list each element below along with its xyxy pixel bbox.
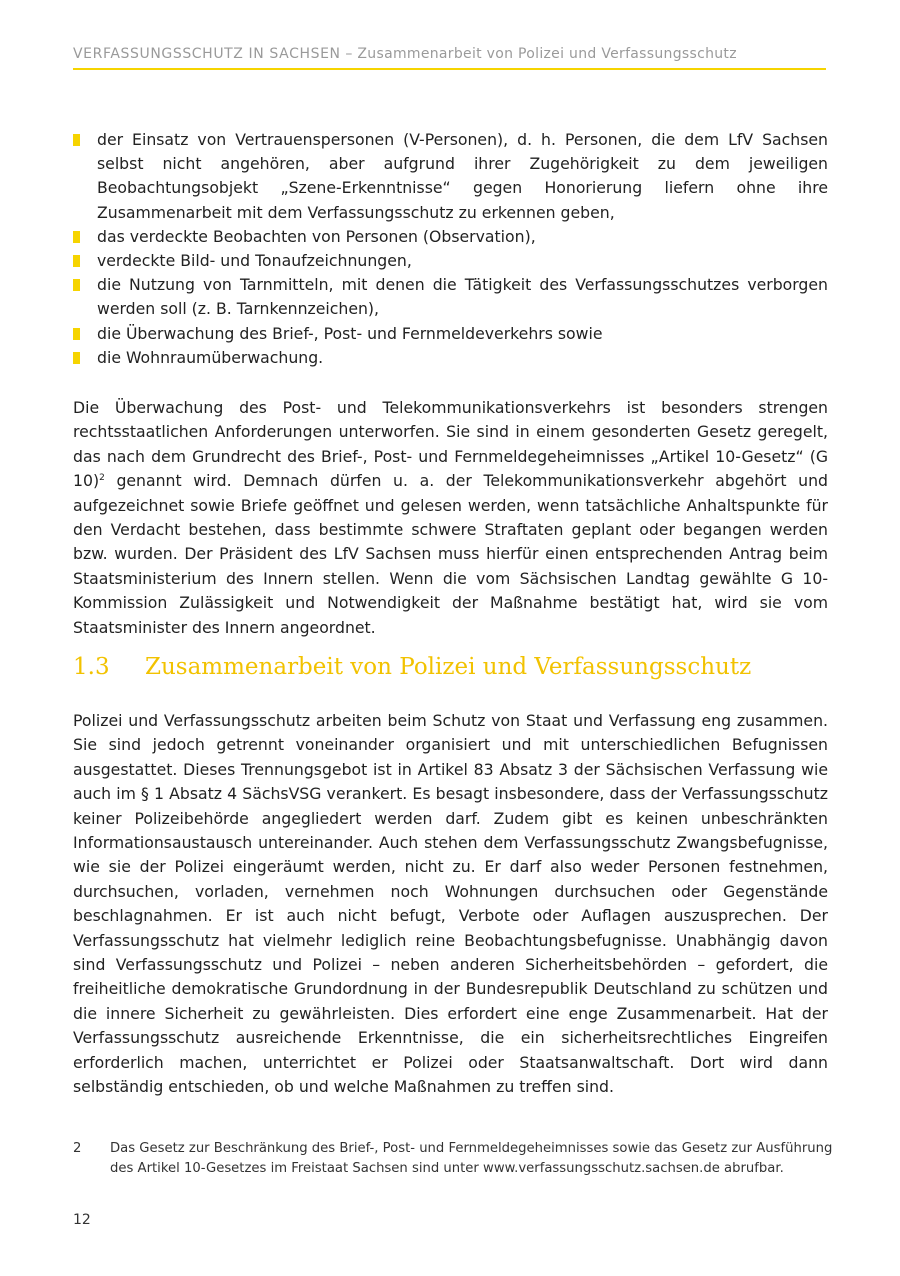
list-item [73, 128, 828, 225]
header-separator: – [340, 46, 358, 62]
running-header [73, 46, 826, 70]
section-number: 1.3 [73, 654, 110, 680]
bullet-marker-icon [73, 231, 80, 243]
footnote-reference: 2 [99, 473, 105, 484]
list-item-text: verdeckte Bild- und Tonaufzeichnungen, [97, 251, 412, 271]
header-chapter: Zusammenarbeit von Polizei und Verfassungsschutz [357, 46, 737, 62]
bullet-marker-icon [73, 255, 80, 267]
section-title: Zusammenarbeit von Polizei und Verfassungsschutz [145, 654, 752, 680]
list-item [73, 346, 828, 370]
page-number: 12 [73, 1212, 91, 1228]
bullet-marker-icon [73, 134, 80, 146]
footnote [73, 1139, 833, 1179]
footnote-text: Das Gesetz zur Beschränkung des Brief-, Post- und Fernmeldegeheimnisses sowie das Gesetz zur Ausführung des Artikel 10-Gesetzes im Freistaat Sachsen sind unter www.verfassungsschutz.sachsen.de abrufbar. [110, 1141, 833, 1176]
section-heading [73, 654, 751, 680]
list-item [73, 225, 828, 249]
bullet-marker-icon [73, 352, 80, 364]
list-item-text: der Einsatz von Vertrauenspersonen (V-Personen), d. h. Personen, die dem LfV Sachsen selbst nicht angehören, aber aufgrund ihrer Zugehörigkeit zu dem jeweiligen Beobachtungsobjekt „Szene-Erkenntnisse“ gegen Honorierung liefern ohne ihre Zusammenarbeit mit dem Verfassungsschutz zu erkennen geben, [97, 130, 828, 222]
measures-list [73, 128, 828, 370]
list-item [73, 273, 828, 321]
paragraph-cooperation: Polizei und Verfassungsschutz arbeiten beim Schutz von Staat und Verfassung eng zusammen. Sie sind jedoch getrennt voneinander organisiert und mit unterschiedlichen Befugnissen ausgestattet. Dieses Trennungsgebot ist in Artikel 83 Absatz 3 der Sächsischen Verfassung wie auch im § 1 Absatz 4 SächsVSG verankert. Es besagt insbesondere, dass der Verfassungsschutz keiner Polizeibehörde angegliedert werden darf. Zudem gibt es keinen unbeschränkten Informationsaustausch untereinander. Auch stehen dem Verfassungsschutz Zwangsbefugnisse, wie sie der Polizei eingeräumt werden, nicht zu. Er darf also weder Personen festnehmen, durchsuchen, vorladen, vernehmen noch Wohnungen durchsuchen oder Gegenstände beschlagnahmen. Er ist auch nicht befugt, Verbote oder Auflagen auszusprechen. Der Verfassungsschutz hat vielmehr lediglich reine Beobachtungsbefugnisse. Unabhängig davon sind Verfassungsschutz und Polizei – neben anderen Sicherheitsbehörden – gefordert, die freiheitliche demokratische Grundordnung in der Bundesrepublik Deutschland zu schützen und die innere Sicherheit zu gewährleisten. Dies erfordert eine enge Zusammenarbeit. Hat der Verfassungsschutz ausreichende Erkenntnisse, die ein sicherheitsrechtliches Eingreifen erforderlich machen, unterrichtet er Polizei oder Staatsanwaltschaft. Dort wird dann selbständig entschieden, ob und welche Maßnahmen zu treffen sind. [73, 711, 828, 1097]
list-item-text: die Wohnraumüberwachung. [97, 347, 324, 367]
list-item-text: das verdeckte Beobachten von Personen (Observation), [97, 226, 536, 246]
bullet-marker-icon [73, 279, 80, 291]
footnote-number: 2 [73, 1141, 82, 1156]
paragraph-g10-part1: Die Überwachung des Post- und Telekommunikationsverkehrs ist besonders strengen rechtsstaatlichen Anforderungen unterworfen. Sie sind in einem gesonderten Gesetz geregelt, das nach dem Grundrecht des Brief-, Post- und Fernmeldegeheimnisses „Artikel 10-Gesetz“ (G 10) [73, 398, 828, 491]
list-item [73, 322, 828, 346]
list-item [73, 249, 828, 273]
paragraph-g10 [73, 396, 828, 640]
list-item-text: die Nutzung von Tarnmitteln, mit denen die Tätigkeit des Verfassungsschutzes verborgen werden soll (z. B. Tarnkennzeichen), [97, 275, 828, 319]
bullet-marker-icon [73, 328, 80, 340]
paragraph-g10-part2: genannt wird. Demnach dürfen u. a. der Telekommunikationsverkehr abgehört und aufgezeichnet sowie Briefe geöffnet und gelesen werden, wenn tatsächliche Anhaltspunkte für den Verdacht bestehen, dass bestimmte schwere Straftaten geplant oder begangen werden bzw. wurden. Der Präsident des LfV Sachsen muss hierfür einen entsprechenden Antrag beim Staatsministerium des Innern stellen. Wenn die vom Sächsischen Landtag gewählte G 10-Kommission Zulässigkeit und Notwendigkeit der Maßnahme bestätigt hat, wird sie vom Staatsminister des Innern angeordnet. [73, 471, 828, 637]
list-item-text: die Überwachung des Brief-, Post- und Fernmeldeverkehrs sowie [97, 323, 603, 343]
header-section: VERFASSUNGSSCHUTZ IN SACHSEN [73, 46, 341, 62]
